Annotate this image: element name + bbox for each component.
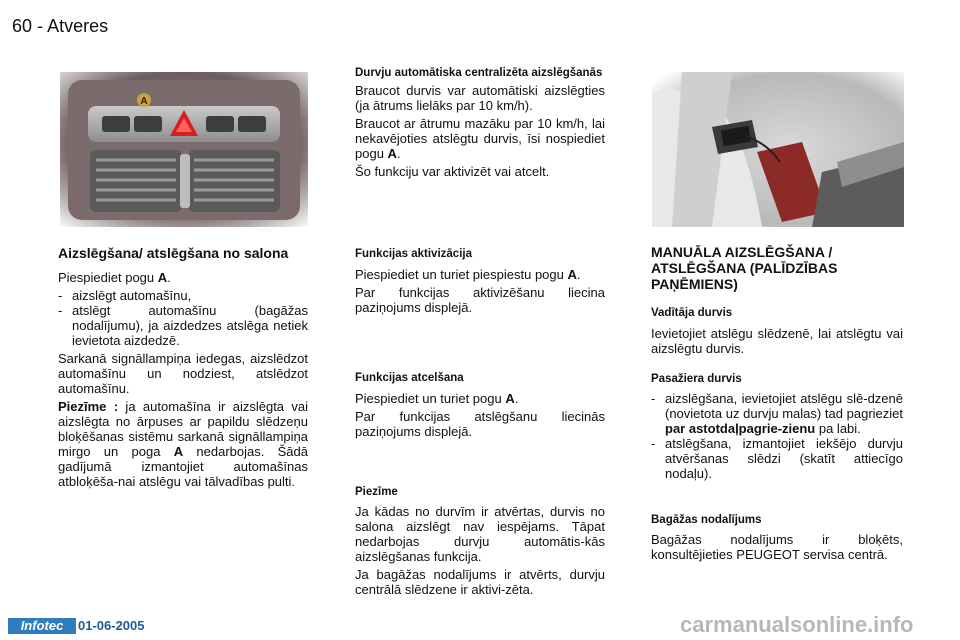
note-label: Piezīme :: [58, 399, 119, 414]
list-bullet: -: [651, 436, 656, 451]
activation-paragraph-1: [355, 267, 605, 282]
footer-date: 01-06-2005: [78, 618, 145, 633]
list-bullet: -: [651, 391, 656, 406]
passenger-lock-end: pa labi.: [815, 421, 861, 436]
auto-lock-paragraph-3: Šo funkciju var aktivizēt vai atcelt.: [355, 164, 550, 179]
section-title: Atveres: [47, 16, 109, 36]
door-lock-photo: [652, 72, 904, 227]
heading-cancel: Funkcijas atcelšana: [355, 372, 464, 384]
list-item-text: aizslēgt automašīnu,: [72, 288, 192, 303]
note-paragraph-2: Ja bagāžas nodalījums ir atvērts, durvju centrālā slēdzene ir aktivi-zēta.: [355, 567, 605, 597]
heading-activation: Funkcijas aktivizācija: [355, 248, 472, 260]
auto-lock-paragraph-2: [355, 116, 605, 161]
list-item-text: atslēgt automašīnu (bagāžas nodalījumu), ja aizdedzes atslēga netiek ievietota aizdedzē.: [72, 303, 308, 348]
column-right: [651, 244, 903, 359]
passenger-lock-emphasis: par astotdaļpagrie-zienu: [665, 421, 816, 436]
heading-driver-door: Vadītāja durvis: [651, 307, 733, 319]
driver-door-paragraph: Ievietojiet atslēgu slēdzenē, lai atslēgtu vai aizslēgtu durvis.: [651, 326, 903, 356]
list-item: [651, 436, 903, 481]
activation-block: [355, 247, 605, 318]
watermark: carmanualsonline.info: [680, 612, 914, 637]
list-item: [651, 391, 903, 436]
page-number: 60: [12, 16, 33, 36]
auto-lock-button-label: A: [387, 146, 397, 161]
header-separator: -: [37, 16, 44, 36]
list-item: [58, 303, 308, 348]
trunk-block: [651, 513, 903, 565]
note-paragraph: [58, 399, 308, 489]
red-light-paragraph: Sarkanā signāllampiņa iedegas, aizslēdzot automašīnu un nodziest, atslēdzot automašīnu.: [58, 351, 308, 396]
manual-lock-heading: MANUĀLA AIZSLĒGŠANA / ATSLĒGŠANA (PALĪDZĪBAS PAŅĒMIENS): [651, 244, 838, 292]
trunk-paragraph: Bagāžas nodalījums ir bloķēts, konsultējieties PEUGEOT servisa centrā.: [651, 532, 903, 562]
column-middle: [355, 66, 605, 182]
note-text-end: nedarbojas. Šādā gadījumā izmantojiet automašīnas atbloķēša-nai atslēgu vai tālvadības pulti.: [58, 444, 308, 489]
auto-lock-paragraph-1: Braucot durvis var automātiski aizslēgties (ja ātrums lielāks par 10 km/h).: [355, 83, 605, 113]
heading-passenger-door: Pasažiera durvis: [651, 373, 742, 385]
auto-lock-text: Braucot ar ātrumu mazāku par 10 km/h, lai nekavējoties atslēgtu durvis, īsi nospiediet pogu: [355, 116, 605, 161]
heading-note: Piezīme: [355, 486, 398, 498]
note-block: [355, 485, 605, 600]
infotec-badge: Infotec: [8, 618, 76, 634]
note-paragraph-1: Ja kādas no durvīm ir atvērtas, durvis no salona aizslēgt nav iespējams. Tāpat nedarbojas durvju automātis-kās aizslēgšanas funkcija.: [355, 504, 605, 564]
cancel-paragraph-2: Par funkcijas atslēgšanu liecinās paziņojums displejā.: [355, 409, 605, 439]
list-item: [58, 288, 308, 303]
intro-text: Piespiediet pogu: [58, 270, 158, 285]
list-bullet: -: [58, 288, 63, 303]
activation-end: .: [576, 267, 581, 282]
cancel-paragraph-1: [355, 391, 605, 406]
page-header: [12, 16, 108, 37]
cancel-button-label: A: [505, 391, 515, 406]
activation-paragraph-2: Par funkcijas aktivizēšanu liecina paziņojums displejā.: [355, 285, 605, 315]
section-heading-lock-from-inside: Aizslēgšana/ atslēgšana no salona: [58, 245, 289, 261]
intro-button-label: A: [157, 270, 168, 285]
button-a-label: A: [140, 96, 148, 107]
activation-text: Piespiediet un turiet piespiestu pogu: [355, 267, 568, 282]
heading-trunk: Bagāžas nodalījums: [651, 514, 762, 526]
auto-lock-end: .: [396, 146, 401, 161]
cancel-end: .: [514, 391, 519, 406]
note-button-label: A: [173, 444, 184, 459]
column-left: [58, 245, 308, 492]
intro-end: .: [167, 270, 171, 285]
cancel-text: Piespiediet un turiet pogu: [355, 391, 506, 406]
list-item-text: [665, 391, 903, 436]
cancel-block: [355, 371, 605, 442]
list-item-text: atslēgšana, izmantojiet iekšējo durvju atvēršanas slēdzi (skatīt attiecīgo nodaļu).: [665, 436, 903, 481]
console-illustration: [60, 72, 308, 227]
activation-button-label: A: [567, 267, 577, 282]
passenger-block: [651, 372, 903, 481]
intro-paragraph: [58, 270, 308, 285]
note-text: ja automašīna ir aizslēgta vai aizslēgta no ārpuses ar papildu slēdzeņu bloķēšanas sistēmu sarkanā signāllampiņa mirgo un poga: [58, 399, 308, 459]
console-photo: [60, 72, 308, 227]
passenger-lock-text: aizslēgšana, ievietojiet atslēgu slē-dzenē (novietota uz durvju malas) tad pagrieziet: [665, 391, 903, 421]
list-bullet: -: [58, 303, 63, 318]
heading-auto-lock: Durvju automātiska centralizēta aizslēgšanās: [355, 67, 603, 79]
door-illustration: [652, 72, 904, 227]
